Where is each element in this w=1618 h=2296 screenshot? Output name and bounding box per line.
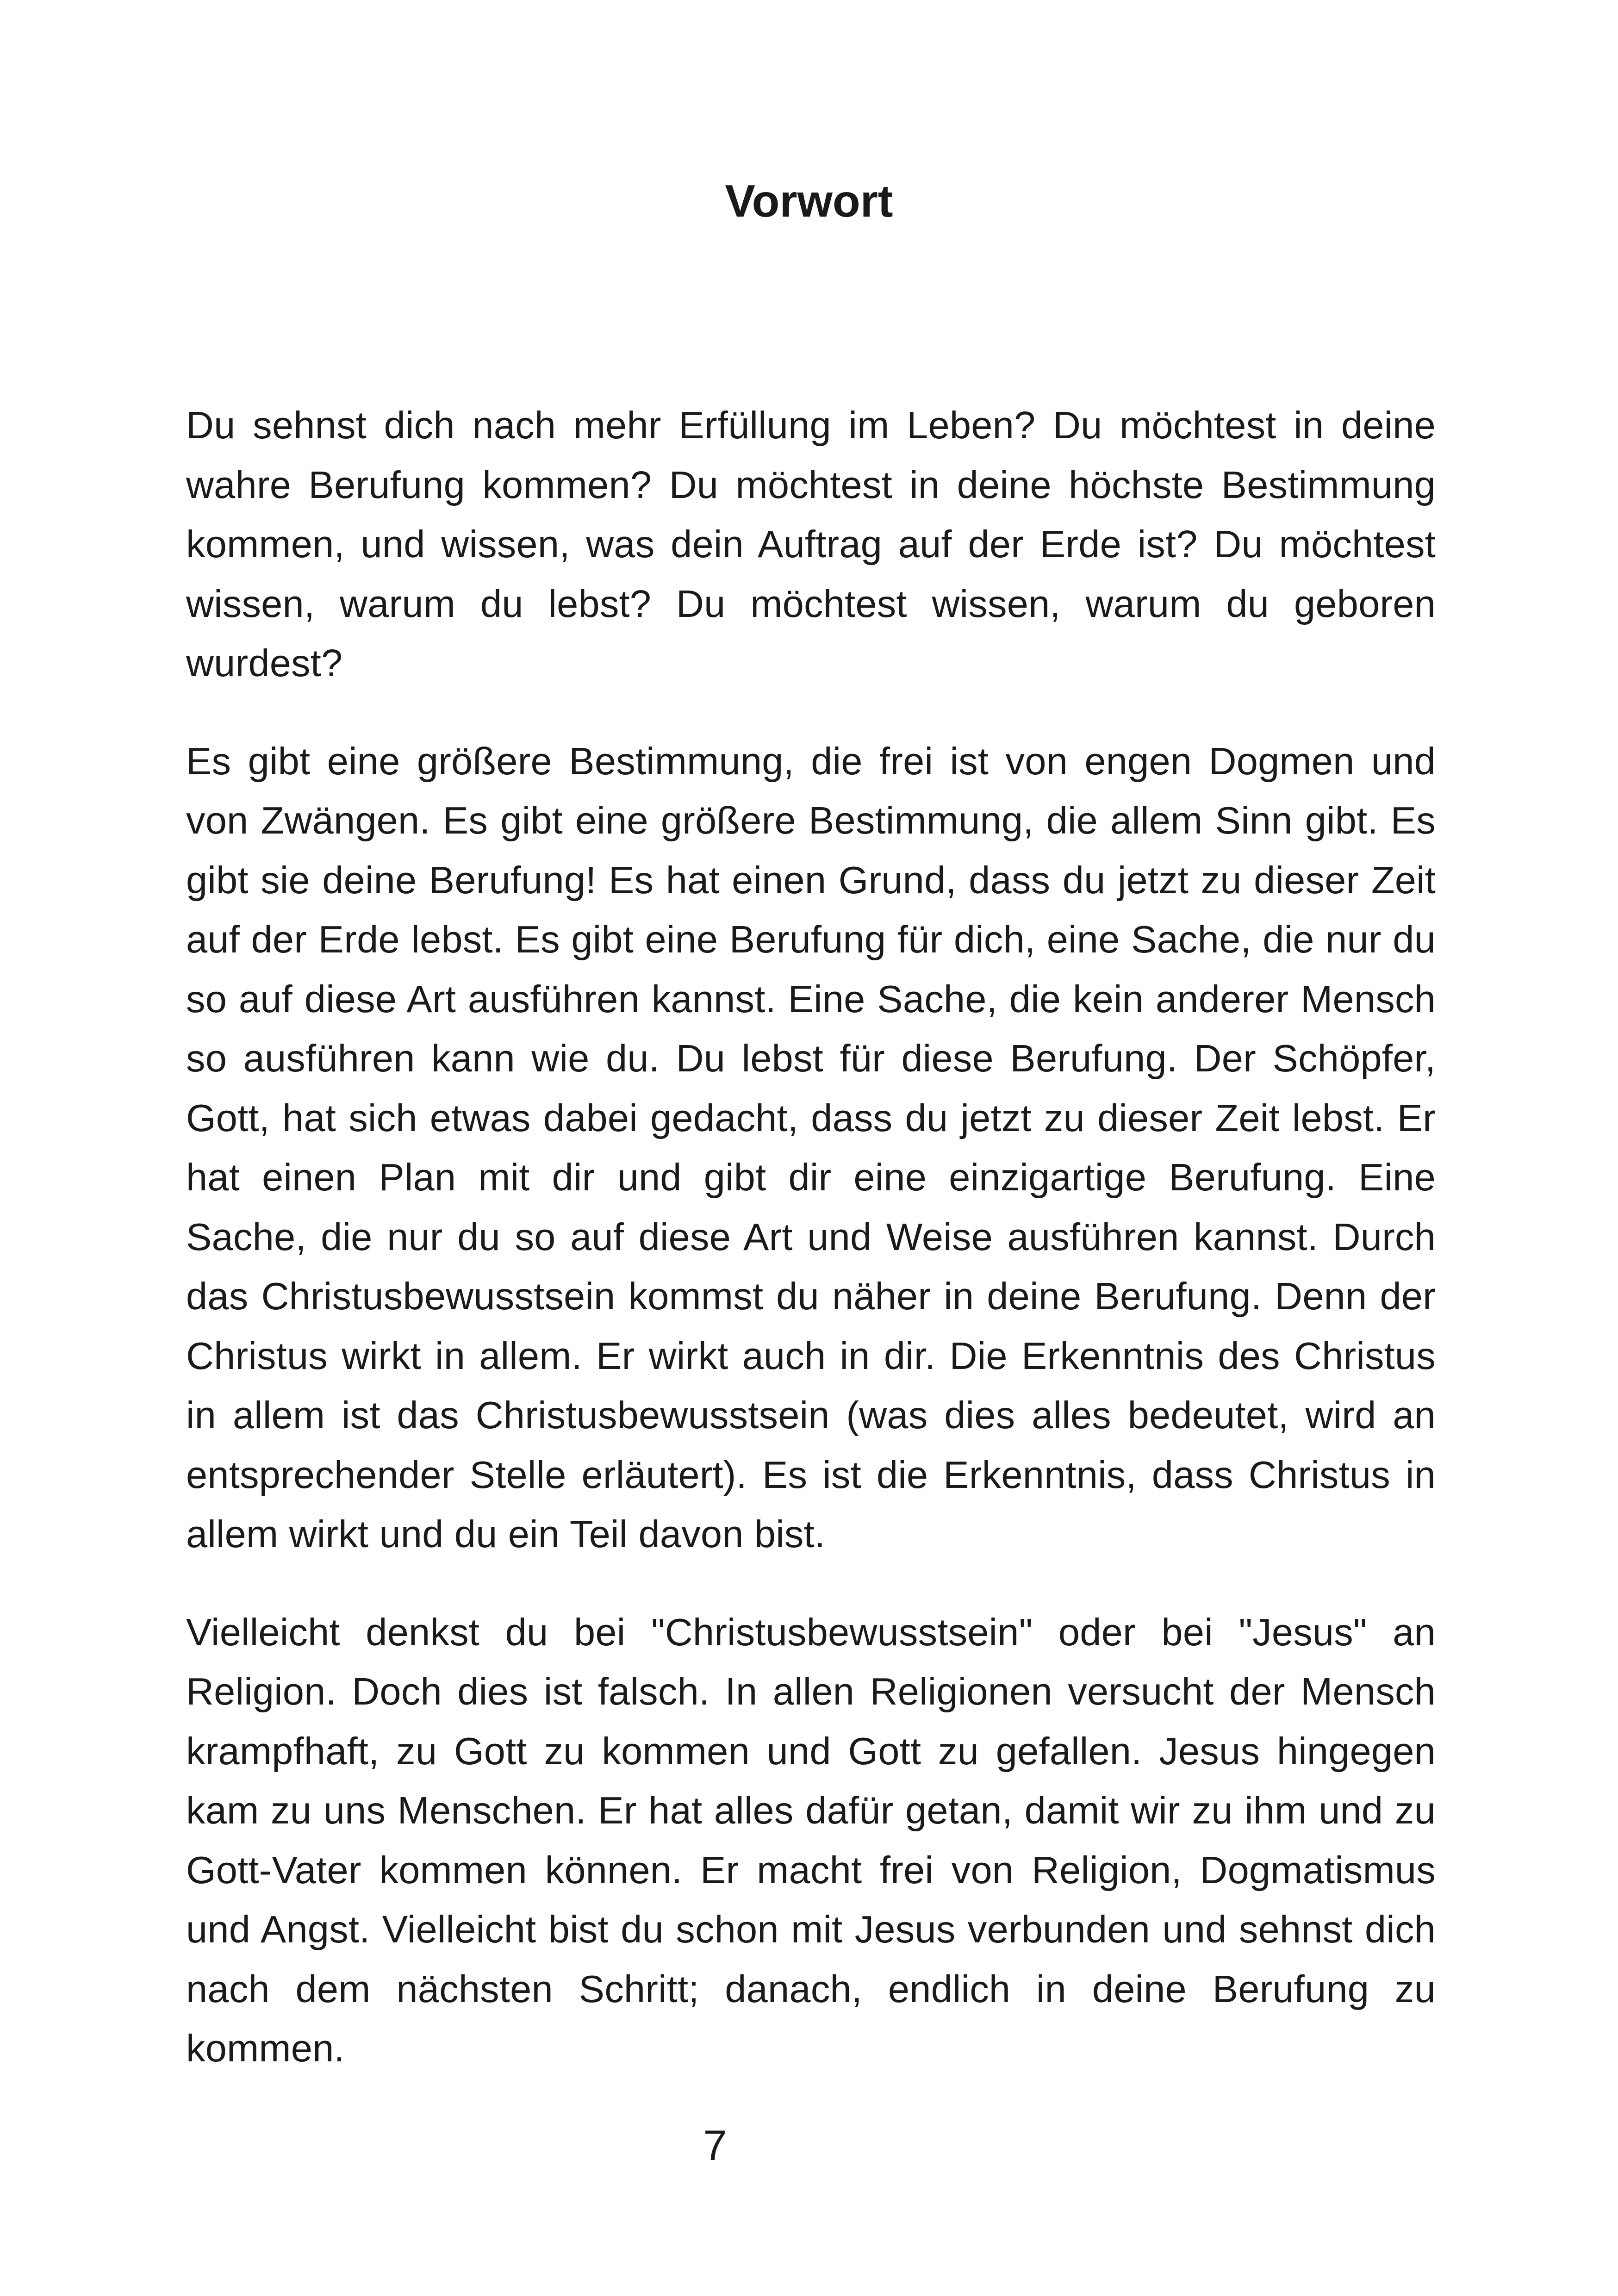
page-title: Vorwort: [725, 175, 893, 226]
body-text: [186, 396, 1436, 2117]
paragraph-3: Vielleicht denkst du bei "Christusbewusstsein" oder bei "Jesus" an Religion. Doch dies ist falsch. In allen Religionen versucht der Mensch krampfhaft, zu Gott zu kommen und Gott zu gefallen. Jesus hingegen kam zu uns Menschen. Er hat alles dafür getan, damit wir zu ihm und zu Gott-Vater kommen können. Er macht frei von Religion, Dogmatismus und Angst. Vielleicht bist du schon mit Jesus verbunden und sehnst dich nach dem nächsten Schritt; danach, endlich in deine Berufung zu kommen.: [186, 1610, 1436, 2070]
page-number: 7: [703, 2122, 727, 2169]
paragraph-1: Du sehnst dich nach mehr Erfüllung im Leben? Du möchtest in deine wahre Berufung kommen? Du möchtest in deine höchste Bestimmung kommen, und wissen, was dein Auftrag auf der Erde ist? Du möchtest wissen, warum du lebst? Du möchtest wissen, warum du geboren wurdest?: [186, 404, 1436, 684]
paragraph-2: Es gibt eine größere Bestimmung, die frei ist von engen Dogmen und von Zwängen. Es gibt eine größere Bestimmung, die allem Sinn gibt. Es gibt sie deine Berufung! Es hat einen Grund, dass du jetzt zu dieser Zeit auf der Erde lebst. Es gibt eine Berufung für dich, eine Sache, die nur du so auf diese Art ausführen kannst. Eine Sache, die kein anderer Mensch so ausführen kann wie du. Du lebst für diese Berufung. Der Schöpfer, Gott, hat sich etwas dabei gedacht, dass du jetzt zu dieser Zeit lebst. Er hat einen Plan mit dir und gibt dir eine einzigartige Berufung. Eine Sache, die nur du so auf diese Art und Weise ausführen kannst. Durch das Christusbewusstsein kommst du näher in deine Berufung. Denn der Christus wirkt in allem. Er wirkt auch in dir. Die Erkenntnis des Christus in allem ist das Christusbewusstsein (was dies alles bedeutet, wird an entsprechender Stelle erläutert). Es ist die Erkenntnis, dass Christus in allem wirkt und du ein Teil davon bist.: [186, 739, 1436, 1556]
